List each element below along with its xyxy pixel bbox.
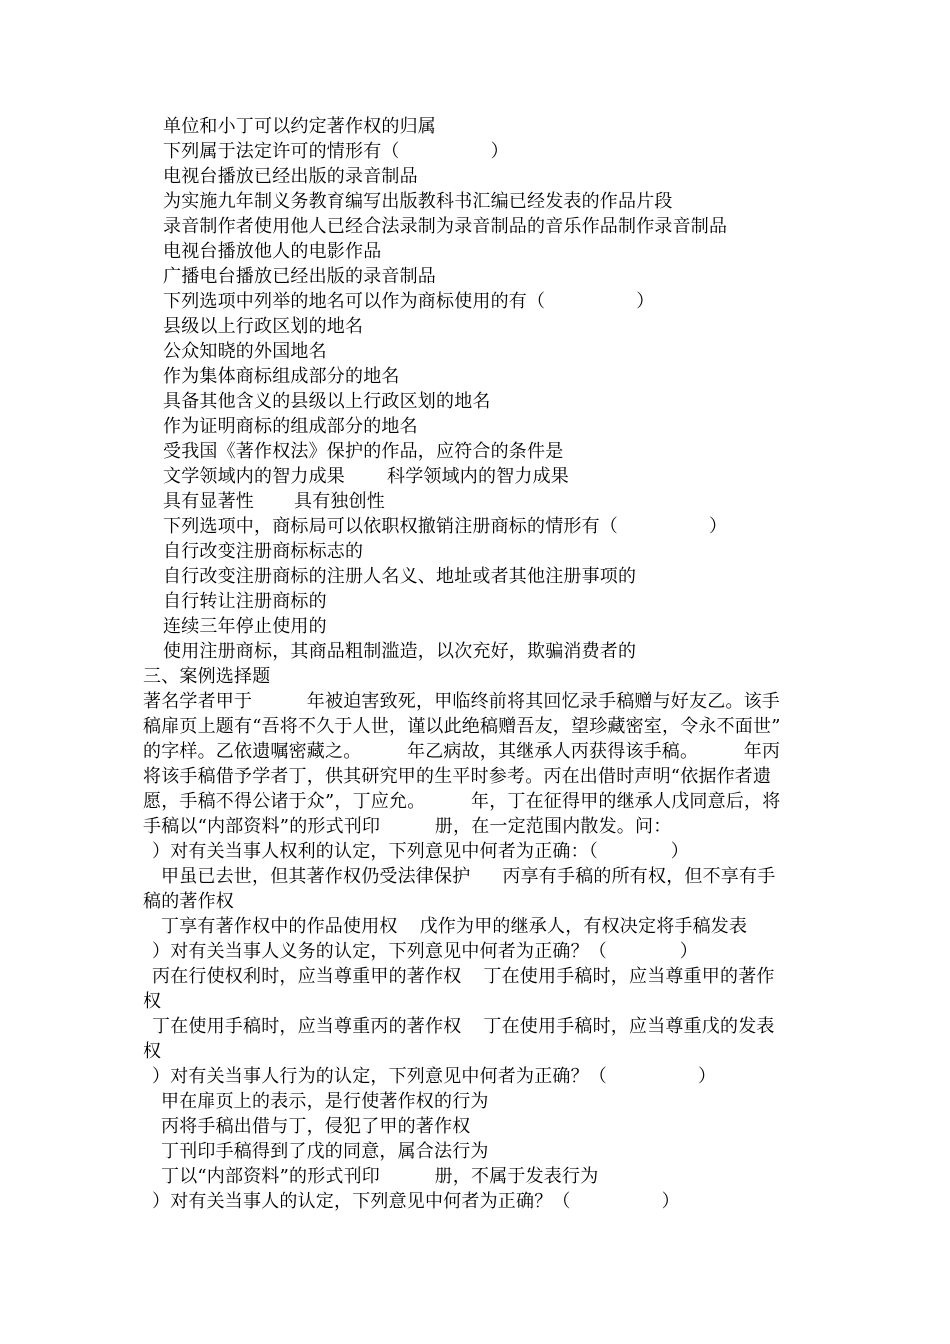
option-text: 丁在使用手稿时，应当尊重甲的著作: [483, 966, 775, 987]
question-stem: 受我国《著作权法》保护的作品，应符合的条件是: [163, 441, 564, 462]
question-stem: 下列选项中，商标局可以依职权撤销注册商标的情形有（ ）: [163, 516, 728, 537]
option-line: 电视台播放已经出版的录音制品: [163, 166, 418, 187]
option-line: 自行改变注册商标的注册人名义、地址或者其他注册事项的: [163, 566, 637, 587]
option-line: 录音制作者使用他人已经合法录制为录音制品的音乐作品制作录音制品: [163, 216, 728, 237]
option-row: [161, 864, 775, 889]
option-continuation: 权: [143, 1041, 162, 1062]
question-stem: ）对有关当事人的认定，下列意见中何者为正确？（ ）: [152, 1191, 680, 1212]
option-line: 电视台播放他人的电影作品: [163, 241, 382, 262]
option-line: 丁以“内部资料”的形式刊印 册，不属于发表行为: [161, 1166, 599, 1187]
question-stem: ）对有关当事人行为的认定，下列意见中何者为正确？（ ）: [152, 1066, 717, 1087]
option-row: [152, 1014, 775, 1039]
option-text: 丁在使用手稿时，应当尊重丙的著作权: [152, 1016, 462, 1037]
option-text: 甲虽已去世，但其著作权仍受法律保护: [161, 866, 471, 887]
question-stem: 下列选项中列举的地名可以作为商标使用的有（ ）: [163, 291, 655, 312]
option-line: 县级以上行政区划的地名: [163, 316, 364, 337]
case-paragraph-line: 著名学者甲于 年被迫害致死，甲临终前将其回忆录手稿赠与好友乙。该手: [143, 691, 780, 712]
question-stem: ）对有关当事人义务的认定，下列意见中何者为正确？（ ）: [152, 941, 698, 962]
option-text: 文学领域内的智力成果: [163, 466, 345, 487]
option-line: 作为证明商标的组成部分的地名: [163, 416, 418, 437]
option-line: 丙将手稿出借与丁，侵犯了甲的著作权: [161, 1116, 471, 1137]
option-text: 具有显著性: [163, 491, 254, 512]
case-paragraph-line: 稿扉页上题有“吾将不久于人世，谨以此绝稿赠吾友，望珍藏密室，令永不面世”: [143, 716, 781, 737]
option-line: 广播电台播放已经出版的录音制品: [163, 266, 436, 287]
option-row: [163, 489, 385, 514]
option-line: 公众知晓的外国地名: [163, 341, 327, 362]
option-continuation: 权: [143, 991, 162, 1012]
option-text: 具有独创性: [294, 491, 385, 512]
option-text: 戊作为甲的继承人，有权决定将手稿发表: [419, 916, 748, 937]
option-row: [163, 464, 569, 489]
option-line: 自行改变注册商标标志的: [163, 541, 364, 562]
option-line: 具备其他含义的县级以上行政区划的地名: [163, 391, 491, 412]
option-text: 丙在行使权利时，应当尊重甲的著作权: [152, 966, 462, 987]
option-continuation: 稿的著作权: [143, 891, 234, 912]
question-stem: ）对有关当事人权利的认定，下列意见中何者为正确：（ ）: [152, 841, 689, 862]
ownership-line: 单位和小丁可以约定著作权的归属: [163, 116, 436, 137]
option-row: [152, 964, 775, 989]
option-line: 甲在扉页上的表示，是行使著作权的行为: [161, 1091, 489, 1112]
option-line: 使用注册商标，其商品粗制滥造，以次充好，欺骗消费者的: [163, 641, 637, 662]
option-line: 为实施九年制义务教育编写出版教科书汇编已经发表的作品片段: [163, 191, 673, 212]
option-row: [161, 914, 747, 939]
option-text: 科学领域内的智力成果: [387, 466, 569, 487]
option-text: 丙享有手稿的所有权，但不享有手: [502, 866, 776, 887]
case-paragraph-line: 的字样。乙依遗嘱密藏之。 年乙病故，其继承人丙获得该手稿。 年丙: [143, 741, 781, 762]
option-text: 丁在使用手稿时，应当尊重戊的发表: [483, 1016, 775, 1037]
case-paragraph-line: 将该手稿借予学者丁，供其研究甲的生平时参考。丙在出借时声明“依据作者遗: [143, 766, 772, 787]
option-line: 丁刊印手稿得到了戊的同意，属合法行为: [161, 1141, 489, 1162]
case-paragraph-line: 愿，手稿不得公诸于众”，丁应允。 年，丁在征得甲的继承人戊同意后，将: [143, 791, 781, 812]
option-line: 连续三年停止使用的: [163, 616, 327, 637]
option-line: 自行转让注册商标的: [163, 591, 327, 612]
option-line: 作为集体商标组成部分的地名: [163, 366, 400, 387]
question-stem: 下列属于法定许可的情形有（ ）: [163, 141, 509, 162]
case-paragraph-line: 手稿以“内部资料”的形式刊印 册，在一定范围内散发。问：: [143, 816, 672, 837]
option-text: 丁享有著作权中的作品使用权: [161, 916, 398, 937]
section-heading: 三、案例选择题: [143, 666, 271, 687]
